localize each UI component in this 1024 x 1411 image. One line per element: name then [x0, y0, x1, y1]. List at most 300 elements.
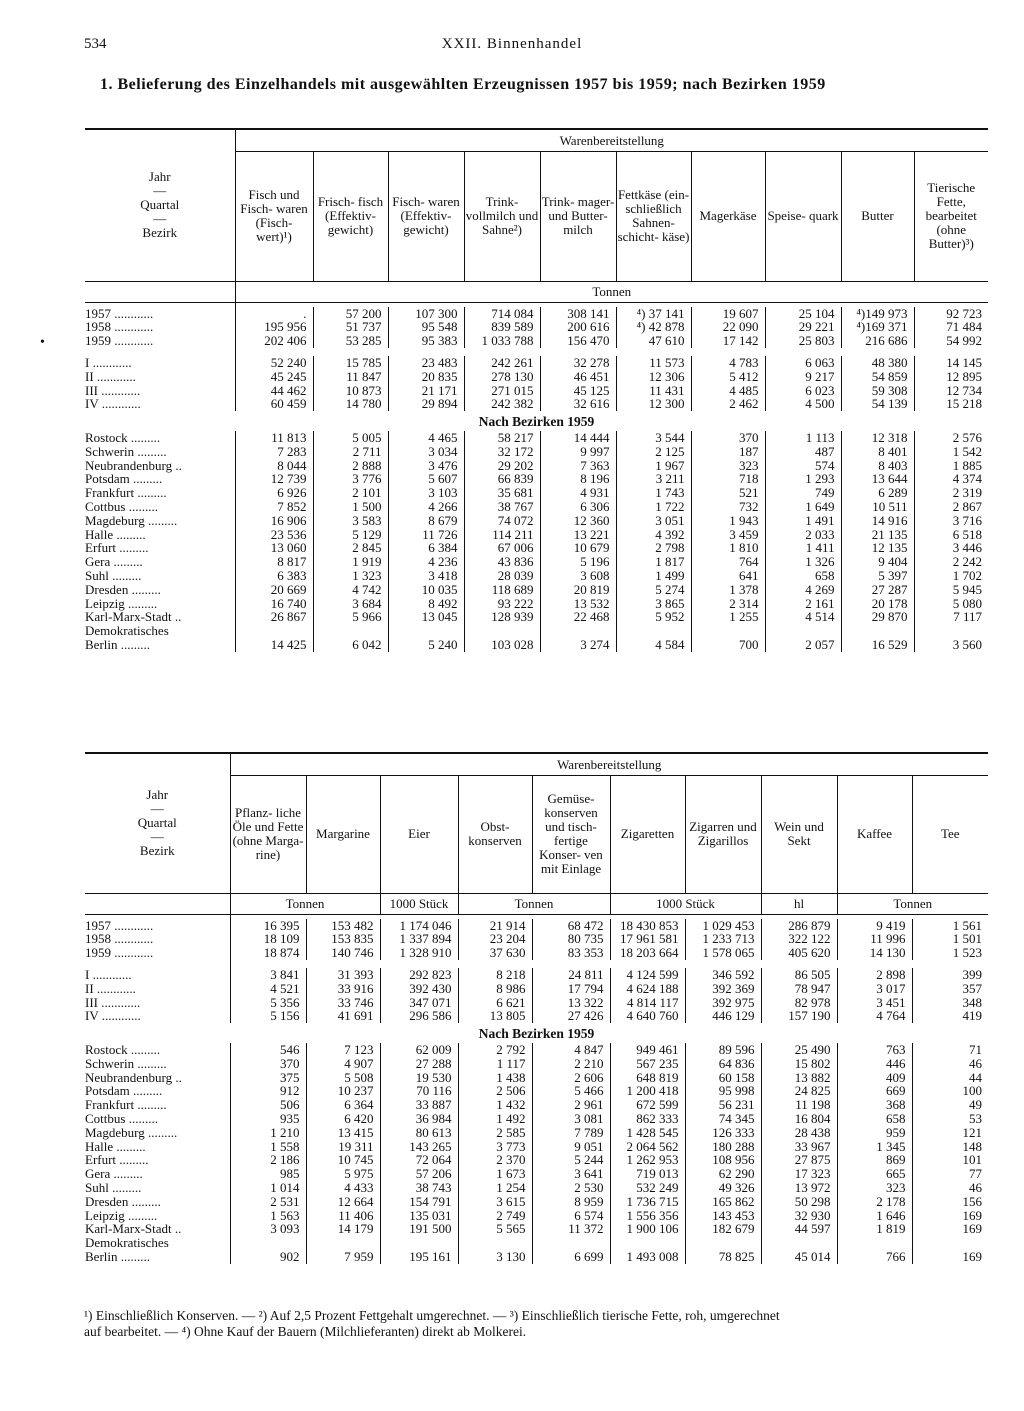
cell-value: 1 233 713	[685, 932, 761, 946]
cell-value: 2 506	[458, 1084, 532, 1098]
cell-value: 16 740	[235, 597, 313, 611]
cell-value: 93 222	[464, 597, 540, 611]
cell-value: 28 039	[464, 569, 540, 583]
cell-value: 43 836	[464, 555, 540, 569]
table-row	[85, 932, 988, 946]
cell-value: 4 500	[765, 397, 841, 411]
cell-value: 672 599	[610, 1098, 685, 1112]
row-label: Schwerin .........	[85, 1055, 167, 1071]
cell-value: 78 947	[761, 982, 837, 996]
cell-value: 202 406	[235, 334, 313, 348]
cell-value: 3 211	[616, 472, 691, 486]
cell-value: 44 597	[761, 1222, 837, 1236]
row-label: Potsdam .........	[85, 1083, 163, 1099]
column-header: Trink- vollmilch und Sahne²)	[464, 151, 540, 281]
column-header: Fettkäse (ein- schließlich Sahnen- schicht- käse)	[616, 151, 691, 281]
cell-value: 3 583	[313, 514, 388, 528]
cell-value: 195 956	[235, 320, 313, 334]
cell-value: 154 791	[380, 1195, 458, 1209]
cell-value: 2 576	[914, 431, 988, 445]
cell-value: 985	[230, 1167, 306, 1181]
cell-value: 368	[837, 1098, 912, 1112]
table-row	[85, 528, 988, 542]
cell-value: 3 476	[388, 459, 464, 473]
cell-value: 2 064 562	[610, 1140, 685, 1154]
cell-value: 156	[912, 1195, 988, 1209]
cell-value: 869	[837, 1153, 912, 1167]
cell-value: 103 028	[464, 638, 540, 652]
cell-value: 33 916	[306, 982, 380, 996]
cell-value: 2 888	[313, 459, 388, 473]
cell-value: 6 420	[306, 1112, 380, 1126]
cell-value: 392 369	[685, 982, 761, 996]
row-label: Leipzig .........	[85, 1207, 158, 1223]
cell-value: 157 190	[761, 1009, 837, 1023]
cell-value: 9 997	[540, 445, 616, 459]
cell-value: 1 810	[691, 541, 765, 555]
cell-value: 165 862	[685, 1195, 761, 1209]
row-label: Berlin .........	[85, 636, 150, 652]
cell-value: 95 383	[388, 334, 464, 348]
cell-value: 2 161	[765, 597, 841, 611]
cell-value: 862 333	[610, 1112, 685, 1126]
cell-value: 1 254	[458, 1181, 532, 1195]
cell-value: 19 311	[306, 1140, 380, 1154]
row-label: Halle .........	[85, 526, 146, 542]
stub-line-jahr: Jahr	[148, 169, 171, 185]
table-row	[85, 638, 988, 652]
cell-value: 1 556 356	[610, 1209, 685, 1223]
cell-value: 405 620	[761, 946, 837, 960]
cell-value: 718	[691, 472, 765, 486]
row-label: Erfurt .........	[85, 540, 149, 556]
cell-value: 6 289	[841, 486, 914, 500]
row-label: IV ............	[85, 396, 141, 412]
cell-value: 148	[912, 1140, 988, 1154]
cell-value: 68 472	[532, 919, 610, 933]
row-label: Karl-Marx-Stadt ..	[85, 1221, 182, 1237]
cell-value: 3 865	[616, 597, 691, 611]
cell-value: 278 130	[464, 370, 540, 384]
column-header: Fisch und Fisch- waren (Fisch- wert)¹)	[235, 151, 313, 281]
cell-value: 658	[837, 1112, 912, 1126]
cell-value: 12 739	[235, 472, 313, 486]
cell-value: 95 998	[685, 1084, 761, 1098]
cell-value: 419	[912, 1009, 988, 1023]
cell-value: 1 500	[313, 500, 388, 514]
row-label: Suhl .........	[85, 1179, 142, 1195]
cell-value: 1 561	[912, 919, 988, 933]
cell-value: 23 483	[388, 356, 464, 370]
cell-value: 3 684	[313, 597, 388, 611]
cell-value: 2 606	[532, 1071, 610, 1085]
cell-value: 446 129	[685, 1009, 761, 1023]
cell-value: ⁴) 37 141	[616, 307, 691, 321]
cell-value: 348	[912, 996, 988, 1010]
column-header: Zigaretten	[610, 775, 685, 893]
cell-value: 49 326	[685, 1181, 761, 1195]
cell-value: 29 221	[765, 320, 841, 334]
row-label: Neubrandenburg ..	[85, 457, 182, 473]
table-row	[85, 445, 988, 459]
footnote-line: auf bearbeitet. — ⁴) Ohne Kauf der Bauern (Milchlieferanten) direkt ab Molkerei.	[84, 1324, 527, 1339]
cell-value: 1 428 545	[610, 1126, 685, 1140]
cell-value: 12 135	[841, 541, 914, 555]
cell-value: 23 204	[458, 932, 532, 946]
cell-value: 24 825	[761, 1084, 837, 1098]
table-row	[85, 597, 988, 611]
column-header: Tierische Fette, bearbeitet (ohne Butter)³)	[914, 151, 988, 281]
cell-value: 6 384	[388, 541, 464, 555]
cell-value: 101	[912, 1153, 988, 1167]
cell-value: 169	[912, 1222, 988, 1236]
cell-value: 57 200	[313, 307, 388, 321]
row-label: Frankfurt .........	[85, 485, 167, 501]
row-label: 1959 ............	[85, 333, 154, 349]
table-row	[85, 459, 988, 473]
cell-value: 29 202	[464, 459, 540, 473]
cell-value: 118 689	[464, 583, 540, 597]
cell-value: .	[235, 307, 313, 321]
cell-value: 1 323	[313, 569, 388, 583]
cell-value: 33 887	[380, 1098, 458, 1112]
cell-value: 21 135	[841, 528, 914, 542]
cell-value: 242 261	[464, 356, 540, 370]
unit-label: 1000 Stück	[380, 893, 458, 914]
cell-value: 9 051	[532, 1140, 610, 1154]
cell-value: 59 308	[841, 384, 914, 398]
cell-value: 574	[765, 459, 841, 473]
cell-value: 7 959	[306, 1250, 380, 1264]
cell-value: 26 867	[235, 610, 313, 624]
cell-value: 17 142	[691, 334, 765, 348]
cell-value: 12 734	[914, 384, 988, 398]
cell-value: 3 451	[837, 996, 912, 1010]
table-row	[85, 1057, 988, 1071]
table-row	[85, 610, 988, 624]
cell-value: 11 372	[532, 1222, 610, 1236]
cell-value: 1 501	[912, 932, 988, 946]
cell-value: 4 124 599	[610, 968, 685, 982]
cell-value: 5 244	[532, 1153, 610, 1167]
cell-value: 3 034	[388, 445, 464, 459]
cell-value: 4 847	[532, 1043, 610, 1057]
cell-value: 28 438	[761, 1126, 837, 1140]
cell-value: 1 578 065	[685, 946, 761, 960]
cell-value: 13 644	[841, 472, 914, 486]
row-label: 1959 ............	[85, 945, 154, 961]
cell-value: 1 702	[914, 569, 988, 583]
cell-value: 1 563	[230, 1209, 306, 1223]
cell-value: 4 521	[230, 982, 306, 996]
table-row	[85, 1250, 988, 1264]
cell-value: 2 845	[313, 541, 388, 555]
cell-value: 6 023	[765, 384, 841, 398]
cell-value: 3 051	[616, 514, 691, 528]
cell-value: 27 875	[761, 1153, 837, 1167]
row-label: Berlin .........	[85, 1248, 150, 1264]
cell-value: 5 466	[532, 1084, 610, 1098]
column-header: Eier	[380, 775, 458, 893]
cell-value: 195 161	[380, 1250, 458, 1264]
column-header: Zigarren und Zigarillos	[685, 775, 761, 893]
cell-value: 1 345	[837, 1140, 912, 1154]
cell-value: 357	[912, 982, 988, 996]
table-row	[85, 1195, 988, 1209]
cell-value: 5 952	[616, 610, 691, 624]
row-label: Cottbus .........	[85, 498, 158, 514]
cell-value: 12 300	[616, 397, 691, 411]
cell-value: 5 129	[313, 528, 388, 542]
cell-value: 49	[912, 1098, 988, 1112]
cell-value: 8 679	[388, 514, 464, 528]
table-row	[85, 472, 988, 486]
row-label: 1957 ............	[85, 305, 154, 321]
cell-value: 27 426	[532, 1009, 610, 1023]
cell-value: 60 158	[685, 1071, 761, 1085]
cell-value: 370	[230, 1057, 306, 1071]
cell-value: 128 939	[464, 610, 540, 624]
cell-value: 1 378	[691, 583, 765, 597]
table-row	[85, 569, 988, 583]
cell-value: 66 839	[464, 472, 540, 486]
cell-value: 2 057	[765, 638, 841, 652]
cell-value: 78 825	[685, 1250, 761, 1264]
cell-value: 3 776	[313, 472, 388, 486]
cell-value: 60 459	[235, 397, 313, 411]
stub-line-bezirk: Bezirk	[139, 843, 175, 859]
stub-line-dash: —	[150, 801, 164, 817]
cell-value: 6 042	[313, 638, 388, 652]
cell-value: 70 116	[380, 1084, 458, 1098]
cell-value: 1 029 453	[685, 919, 761, 933]
row-label: 1957 ............	[85, 917, 154, 933]
cell-value: 7 789	[532, 1126, 610, 1140]
cell-value: 32 172	[464, 445, 540, 459]
cell-value: 1 885	[914, 459, 988, 473]
cell-value: 839 589	[464, 320, 540, 334]
cell-value: 959	[837, 1126, 912, 1140]
table-row	[85, 555, 988, 569]
cell-value: 763	[837, 1043, 912, 1057]
cell-value: 5 412	[691, 370, 765, 384]
column-header: Gemüse- konserven und tisch- fertige Konser- ven mit Einlage	[532, 775, 610, 893]
cell-value: 135 031	[380, 1209, 458, 1223]
cell-value: 11 813	[235, 431, 313, 445]
cell-value: 19 530	[380, 1071, 458, 1085]
column-header: Pflanz- liche Öle und Fette (ohne Marga- rine)	[230, 775, 306, 893]
cell-value: 191 500	[380, 1222, 458, 1236]
cell-value: 51 737	[313, 320, 388, 334]
column-header: Magerkäse	[691, 151, 765, 281]
footnotes	[84, 1308, 990, 1340]
cell-value: 764	[691, 555, 765, 569]
cell-value: 187	[691, 445, 765, 459]
cell-value: 4 374	[914, 472, 988, 486]
cell-value: 20 835	[388, 370, 464, 384]
cell-value: 80 613	[380, 1126, 458, 1140]
row-label: Karl-Marx-Stadt ..	[85, 609, 182, 625]
cell-value: 13 322	[532, 996, 610, 1010]
cell-value: 6 574	[532, 1209, 610, 1223]
cell-value: 25 803	[765, 334, 841, 348]
cell-value: 20 819	[540, 583, 616, 597]
cell-value: 6 383	[235, 569, 313, 583]
table-row	[85, 583, 988, 597]
cell-value: 399	[912, 968, 988, 982]
cell-value: 17 794	[532, 982, 610, 996]
table-row	[85, 1126, 988, 1140]
cell-value: 1 649	[765, 500, 841, 514]
cell-value: 5 607	[388, 472, 464, 486]
cell-value: 20 669	[235, 583, 313, 597]
cell-value: 3 608	[540, 569, 616, 583]
column-header: Kaffee	[837, 775, 912, 893]
cell-value: 2 531	[230, 1195, 306, 1209]
row-label: Cottbus .........	[85, 1110, 158, 1126]
cell-value: 180 288	[685, 1140, 761, 1154]
cell-value: 2 178	[837, 1195, 912, 1209]
cell-value: 14 130	[837, 946, 912, 960]
row-label: Magdeburg .........	[85, 1124, 178, 1140]
cell-value: 3 130	[458, 1250, 532, 1264]
stub-header	[85, 129, 235, 281]
table-row	[85, 996, 988, 1010]
cell-value: 62 009	[380, 1043, 458, 1057]
cell-value: 1 033 788	[464, 334, 540, 348]
cell-value: 1 558	[230, 1140, 306, 1154]
cell-value: 1 328 910	[380, 946, 458, 960]
cell-value: 1 492	[458, 1112, 532, 1126]
cell-value: 3 093	[230, 1222, 306, 1236]
cell-value: 2 585	[458, 1126, 532, 1140]
table-row	[85, 1181, 988, 1195]
table-row	[85, 1084, 988, 1098]
cell-value: 392 430	[380, 982, 458, 996]
cell-value: 2 711	[313, 445, 388, 459]
cell-value: 1 113	[765, 431, 841, 445]
cell-value: 308 141	[540, 307, 616, 321]
cell-value: 16 395	[230, 919, 306, 933]
stub-line-dash: —	[150, 829, 164, 845]
cell-value: 5 397	[841, 569, 914, 583]
cell-value: 13 060	[235, 541, 313, 555]
cell-value: 271 015	[464, 384, 540, 398]
cell-value: 1 174 046	[380, 919, 458, 933]
cell-value: 52 240	[235, 356, 313, 370]
cell-value: 21 914	[458, 919, 532, 933]
cell-value: 2 749	[458, 1209, 532, 1223]
cell-value: 6 364	[306, 1098, 380, 1112]
cell-value: 56 231	[685, 1098, 761, 1112]
cell-value: 95 548	[388, 320, 464, 334]
cell-value: 12 895	[914, 370, 988, 384]
cell-value: 50 298	[761, 1195, 837, 1209]
cell-value: 108 956	[685, 1153, 761, 1167]
cell-value: 2 125	[616, 445, 691, 459]
cell-value: 14 179	[306, 1222, 380, 1236]
cell-value: 4 584	[616, 638, 691, 652]
cell-value: 14 425	[235, 638, 313, 652]
cell-value: 5 005	[313, 431, 388, 445]
cell-value: 1 743	[616, 486, 691, 500]
cell-value: 1 432	[458, 1098, 532, 1112]
row-label: 1958 ............	[85, 319, 154, 335]
cell-value: 5 274	[616, 583, 691, 597]
cell-value: 4 783	[691, 356, 765, 370]
cell-value: 11 726	[388, 528, 464, 542]
cell-value: 53 285	[313, 334, 388, 348]
cell-value: 153 482	[306, 919, 380, 933]
cell-value: 169	[912, 1250, 988, 1264]
table-row	[85, 1112, 988, 1126]
cell-value: 11 198	[761, 1098, 837, 1112]
row-label: Dresden .........	[85, 1193, 161, 1209]
cell-value: 912	[230, 1084, 306, 1098]
table-row	[85, 397, 988, 411]
cell-value: 9 404	[841, 555, 914, 569]
cell-value: 8 986	[458, 982, 532, 996]
cell-value: 10 237	[306, 1084, 380, 1098]
cell-value: 114 211	[464, 528, 540, 542]
cell-value: 392 975	[685, 996, 761, 1010]
table-row	[85, 541, 988, 555]
table-row	[85, 1236, 988, 1250]
cell-value: 25 490	[761, 1043, 837, 1057]
cell-value: 4 485	[691, 384, 765, 398]
cell-value: 24 811	[532, 968, 610, 982]
cell-value: 22 090	[691, 320, 765, 334]
cell-value: 2 961	[532, 1098, 610, 1112]
super-header: Warenbereitstellung	[230, 753, 988, 775]
table-row	[85, 431, 988, 445]
cell-value: 2 210	[532, 1057, 610, 1071]
cell-value: 347 071	[380, 996, 458, 1010]
cell-value: 6 063	[765, 356, 841, 370]
unit-label: Tonnen	[837, 893, 988, 914]
cell-value: 1 293	[765, 472, 841, 486]
cell-value: 1 542	[914, 445, 988, 459]
cell-value: 54 139	[841, 397, 914, 411]
table-row	[85, 356, 988, 370]
cell-value: 375	[230, 1071, 306, 1085]
cell-value: 16 906	[235, 514, 313, 528]
cell-value: 21 171	[388, 384, 464, 398]
cell-value: 13 221	[540, 528, 616, 542]
cell-value: 766	[837, 1250, 912, 1264]
cell-value: 7 123	[306, 1043, 380, 1057]
cell-value: 9 217	[765, 370, 841, 384]
cell-value: 1 673	[458, 1167, 532, 1181]
cell-value: 13 972	[761, 1181, 837, 1195]
cell-value: 44 462	[235, 384, 313, 398]
cell-value: 4 764	[837, 1009, 912, 1023]
stub-line-quartal: Quartal	[140, 197, 180, 213]
cell-value: 2 242	[914, 555, 988, 569]
cell-value: ⁴)169 371	[841, 320, 914, 334]
cell-value: 1 967	[616, 459, 691, 473]
cell-value: 37 630	[458, 946, 532, 960]
cell-value: 77	[912, 1167, 988, 1181]
stub-header	[85, 753, 230, 893]
cell-value: 45 125	[540, 384, 616, 398]
cell-value: 3 841	[230, 968, 306, 982]
cell-value: 10 035	[388, 583, 464, 597]
cell-value: 46	[912, 1181, 988, 1195]
cell-value: 641	[691, 569, 765, 583]
cell-value: 25 104	[765, 307, 841, 321]
cell-value: 1 117	[458, 1057, 532, 1071]
